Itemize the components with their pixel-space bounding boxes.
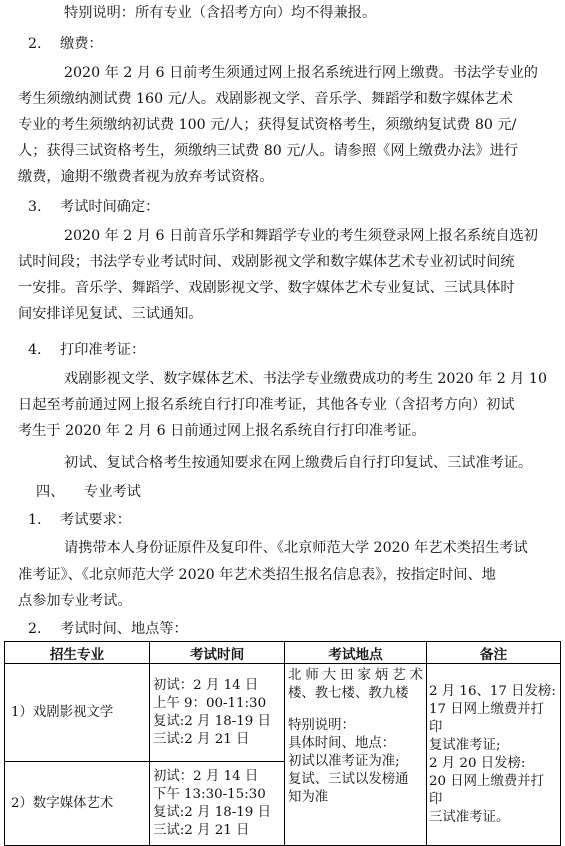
ticket-paragraph-line: 考生于 2020 年 2 月 6 日前通过网上报名系统自行打印准考证。	[18, 423, 426, 439]
ticket-paragraph-line: 日起至考前通过网上报名系统自行打印准考证，其他各专业（含招考方向）初试	[18, 397, 515, 413]
heading-number: 2.	[28, 621, 42, 637]
requirements-paragraph-line: 准考证》、《北京师范大学 2020 年艺术类招生报名信息表》，按指定时间、地	[18, 567, 496, 583]
major-cell: 1）戏剧影视文学	[5, 664, 150, 762]
heading-text: 考试要求：	[60, 512, 131, 528]
fee-paragraph-line: 2020 年 2 月 6 日前考生须通过网上报名系统进行网上缴费。书法学专业的	[64, 65, 538, 81]
time-cell	[150, 664, 285, 762]
ticket-paragraph-line: 戏剧影视文学、数字媒体艺术、书法学专业缴费成功的考生 2020 年 2 月 10	[64, 371, 547, 387]
requirements-paragraph-line: 点参加专业考试。	[18, 593, 132, 609]
place-line: 特别说明：	[288, 718, 355, 733]
exam-time-paragraph-line: 一安排。音乐学、舞蹈学、戏剧影视文学、数字媒体艺术专业复试、三试具体时	[18, 280, 515, 296]
requirements-paragraph-line: 请携带本人身份证原件及复印件、《北京师范大学 2020 年艺术类招生考试	[64, 540, 528, 556]
ticket-paragraph-line: 初试、复试合格考生按通知要求在网上缴费后自行打印复试、三试准考证。	[64, 455, 533, 471]
heading-text: 考试时间确定：	[60, 199, 160, 215]
header-major: 招生专业	[5, 642, 150, 664]
time-line: 三试:2 月 21 日	[153, 731, 250, 747]
remark-line: 复试准考证;	[429, 737, 501, 753]
time-line: 三试:2 月 21 日	[153, 822, 250, 838]
exam-time-paragraph-line: 间安排详见复试、三试通知。	[18, 306, 203, 322]
heading-exam-requirements	[28, 510, 131, 530]
remark-line: 20 日网上缴费并打印	[429, 773, 545, 807]
heading-number: 1.	[28, 512, 42, 528]
section-number: 四、	[36, 484, 65, 500]
place-spacer	[288, 703, 423, 717]
remark-line: 2 月 16、17 日发榜:	[429, 683, 556, 699]
heading-number: 4.	[28, 342, 42, 358]
remarks-cell	[427, 664, 561, 846]
time-cell	[150, 762, 285, 846]
section-title: 专业考试	[84, 484, 141, 500]
time-line: 初试：2 月 14 日	[153, 677, 259, 693]
header-remarks: 备注	[427, 642, 561, 664]
remark-line: 三试准考证。	[429, 809, 510, 825]
place-line: 初试以准考证为准;	[288, 754, 400, 769]
time-line: 复试:2 月 18-19 日	[153, 713, 271, 729]
heading-number: 2.	[28, 36, 42, 52]
remark-line: 2 月 20 日发榜:	[429, 755, 526, 771]
time-line: 上午 9：00-11:30	[153, 695, 267, 711]
major-cell: 2）数字媒体艺术	[5, 762, 150, 846]
time-line: 初试：2 月 14 日	[153, 768, 259, 784]
heading-text: 考试时间、地点等：	[60, 621, 188, 637]
place-cell	[285, 664, 427, 846]
place-line: 具体时间、地点：	[288, 736, 396, 751]
exam-schedule-table	[4, 641, 561, 846]
heading-fee	[28, 34, 103, 54]
table-header-row	[5, 642, 561, 664]
heading-time-place	[28, 619, 188, 639]
special-note: 特别说明：所有专业（含招考方向）均不得兼报。	[64, 5, 377, 21]
place-line: 北师大田家炳艺术	[288, 668, 423, 683]
heading-text: 打印准考证：	[60, 342, 146, 358]
header-exam-place: 考试地点	[285, 642, 427, 664]
heading-number: 3.	[28, 199, 42, 215]
exam-time-paragraph-line: 2020 年 2 月 6 日前音乐学和舞蹈学专业的考生须登录网上报名系统自选初	[64, 228, 538, 244]
fee-paragraph-line: 考生须缴纳测试费 160 元/人。戏剧影视文学、音乐学、舞蹈学和数字媒体艺术	[18, 91, 513, 107]
place-line: 复试、三试以发榜通	[288, 772, 409, 787]
header-exam-time: 考试时间	[150, 642, 285, 664]
remark-line: 17 日网上缴费并打印	[429, 701, 545, 735]
fee-paragraph-line: 专业的考生须缴纳初试费 100 元/人；获得复试资格考生，须缴纳复试费 80 元/	[18, 117, 517, 133]
heading-exam-time	[28, 197, 159, 217]
place-line: 楼、教七楼、教九楼	[288, 686, 409, 701]
heading-text: 缴费：	[60, 36, 103, 52]
time-line: 复试:2 月 18-19 日	[153, 804, 271, 820]
exam-time-paragraph-line: 试时间段；书法学专业考试时间、戏剧影视文学和数字媒体艺术专业初试时间统	[18, 254, 515, 270]
place-line: 知为准	[288, 790, 329, 805]
section-heading-professional-exam	[36, 482, 141, 502]
fee-paragraph-line: 人；获得三试资格考生，须缴纳三试费 80 元/人。请参照《网上缴费办法》进行	[18, 143, 519, 159]
fee-paragraph-line: 缴费，逾期不缴费者视为放弃考试资格。	[18, 169, 274, 185]
heading-print-ticket	[28, 340, 145, 360]
time-line: 下午 13:30-15:30	[153, 786, 266, 802]
table-row	[5, 664, 561, 762]
